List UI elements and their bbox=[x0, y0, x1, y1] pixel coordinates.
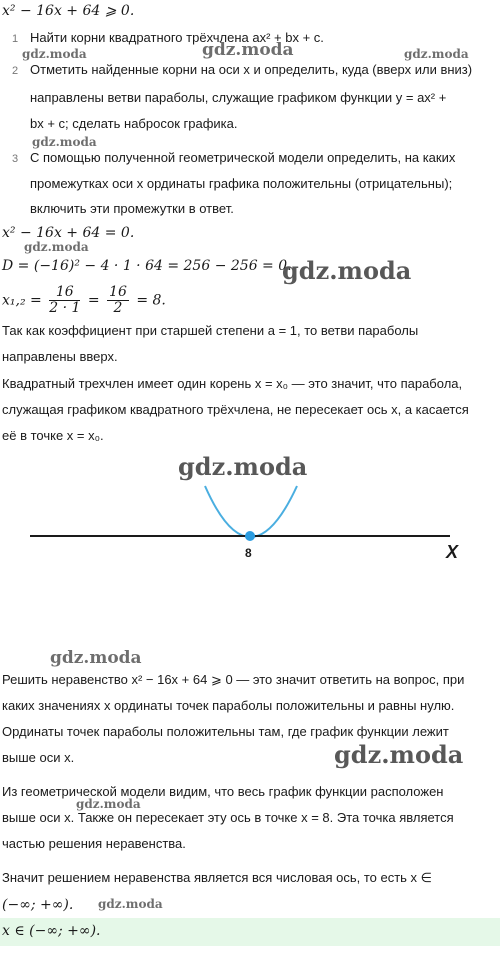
solution-line-6: выше оси x. Также он пересекает эту ось в точке x = 8. Эта точка является bbox=[2, 810, 454, 825]
axis-label: X bbox=[446, 542, 459, 562]
step-2-line-3: bx + c; сделать набросок графика. bbox=[30, 116, 238, 131]
fraction-1-denominator: 2 · 1 bbox=[49, 300, 81, 316]
explanation-line-3: Квадратный трехчлен имеет один корень x = x₀ — это значит, что парабола, bbox=[2, 376, 463, 391]
step-2-number: 2 bbox=[12, 65, 19, 77]
step-1-number: 1 bbox=[12, 33, 19, 45]
step-2 bbox=[12, 62, 472, 77]
watermark: gdz.moda bbox=[22, 47, 87, 61]
watermark: gdz.moda bbox=[24, 240, 89, 254]
step-2-line-1: Отметить найденные корни на оси x и определить, куда (вверх или вниз) bbox=[30, 62, 473, 77]
roots-equals: = bbox=[87, 292, 100, 309]
watermark: gdz.moda bbox=[334, 740, 464, 769]
fraction-2 bbox=[107, 285, 129, 316]
step-3-line-2: промежутках оси x ординаты графика положительны (отрицательны); bbox=[30, 176, 453, 191]
root-point bbox=[245, 531, 255, 541]
step-3-line-3: включить эти промежутки в ответ. bbox=[30, 201, 234, 216]
explanation-line-5: её в точке x = x₀. bbox=[2, 428, 104, 443]
watermark: gdz.moda bbox=[404, 47, 469, 61]
roots-formula bbox=[2, 285, 166, 316]
watermark: gdz.moda bbox=[76, 797, 141, 811]
final-answer: x ∈ (−∞; +∞). bbox=[2, 923, 101, 939]
watermark: gdz.moda bbox=[178, 452, 308, 481]
parabola-curve bbox=[205, 486, 297, 537]
watermark: gdz.moda bbox=[98, 897, 163, 911]
watermark: gdz.moda bbox=[282, 256, 412, 285]
roots-result: = 8. bbox=[136, 292, 166, 309]
solution-line-5: Из геометрической модели видим, что весь график функции расположен bbox=[2, 784, 444, 799]
step-1-line-1: Найти корни квадратного трёхчлена ax² + bx + c. bbox=[30, 30, 324, 45]
discriminant: D = (−16)² − 4 · 1 · 64 = 256 − 256 = 0. bbox=[2, 258, 292, 274]
explanation-line-4: служащая графиком квадратного трёхчлена, не пересекает ось x, а касается bbox=[2, 402, 469, 417]
fraction-2-denominator: 2 bbox=[113, 300, 123, 316]
step-2-line-2: направлены ветви параболы, служащие графиком функции y = ax² + bbox=[30, 90, 447, 105]
parabola-sketch bbox=[0, 478, 500, 588]
explanation-line-2: направлены вверх. bbox=[2, 349, 118, 364]
watermark: gdz.moda bbox=[202, 40, 294, 60]
explanation-line-1: Так как коэффициент при старшей степени a = 1, то ветви параболы bbox=[2, 323, 419, 338]
step-3 bbox=[12, 150, 455, 165]
solution-line-1: Решить неравенство x² − 16x + 64 ⩾ 0 — это значит ответить на вопрос, при bbox=[2, 672, 465, 687]
solution-line-7: частью решения неравенства. bbox=[2, 836, 186, 851]
step-3-line-1: С помощью полученной геометрической модели определить, на каких bbox=[30, 150, 456, 165]
solution-line-3: Ординаты точек параболы положительны там, где график функции лежит bbox=[2, 724, 449, 739]
roots-lhs: x₁,₂ = bbox=[2, 292, 42, 309]
top-inequality: x² − 16x + 64 ⩾ 0. bbox=[2, 3, 135, 19]
watermark: gdz.moda bbox=[32, 135, 97, 149]
fraction-1-numerator: 16 bbox=[49, 285, 80, 301]
solution-line-8: Значит решением неравенства является вся числовая ось, то есть x ∈ bbox=[2, 870, 432, 885]
step-3-number: 3 bbox=[12, 153, 19, 165]
solution-line-9: (−∞; +∞). bbox=[2, 897, 74, 913]
fraction-2-numerator: 16 bbox=[109, 284, 127, 300]
solution-line-2: каких значениях x ординаты точек параболы положительны и равны нулю. bbox=[2, 698, 455, 713]
solution-line-4: выше оси x. bbox=[2, 750, 75, 765]
root-label: 8 bbox=[245, 546, 252, 560]
fraction-1 bbox=[49, 285, 80, 316]
quadratic-equation: x² − 16x + 64 = 0. bbox=[2, 225, 135, 241]
watermark: gdz.moda bbox=[50, 648, 142, 668]
